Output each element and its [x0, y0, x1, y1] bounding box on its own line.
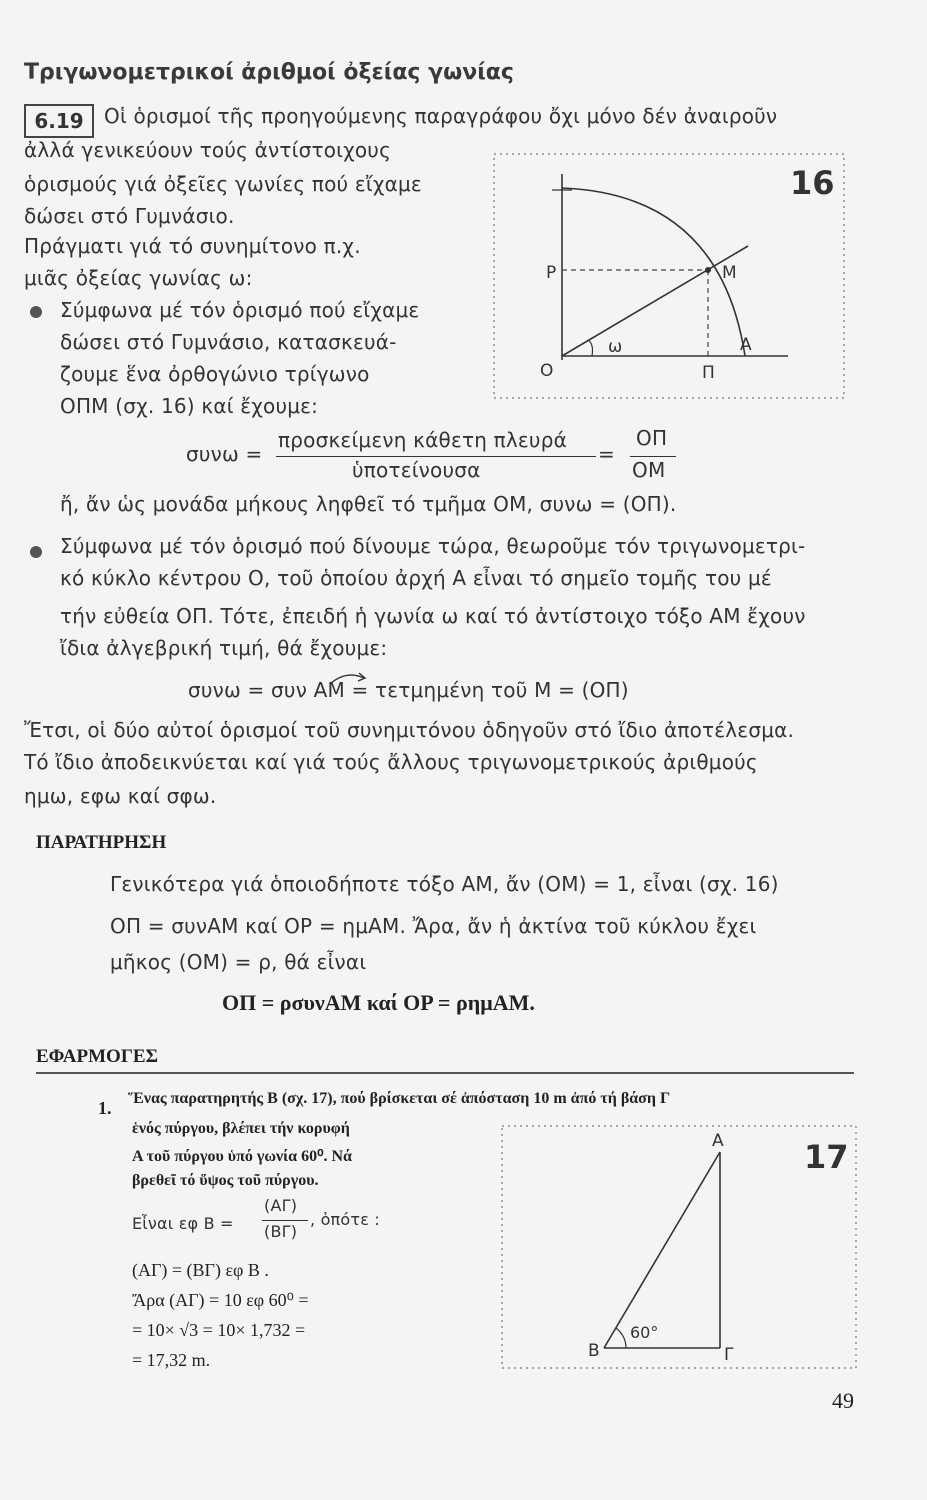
- exercise-number: 1.: [98, 1098, 112, 1118]
- intro-line-6: μιᾶς ὀξείας γωνίας ω:: [24, 266, 253, 290]
- remark-formula: ΟΠ = ρσυνΑΜ καί ΟΡ = ρημΑΜ.: [222, 990, 535, 1015]
- solution-fraction-line: [262, 1220, 308, 1221]
- figure-16-label-o: O: [540, 361, 554, 381]
- bullet2-line-2: κό κύκλο κέντρου Ο, τοῦ ὁποίου ἀρχή Α εἶναι τό σημεῖο τομῆς του μέ: [60, 566, 772, 590]
- applications-rule: [36, 1072, 854, 1074]
- figure-16-point-m: [705, 267, 711, 273]
- figure-16-label-a: A: [740, 335, 752, 355]
- exercise-statement-4: βρεθεῖ τό ὕψος τοῦ πύργου.: [132, 1172, 319, 1189]
- figure-17-frame: [502, 1126, 856, 1368]
- solution-rhs: , ὁπότε :: [310, 1210, 380, 1229]
- figure-17-angle-label: 60°: [630, 1323, 659, 1342]
- figure-17-angle-arc: [616, 1328, 626, 1348]
- figure-16-label-p: P: [546, 263, 557, 283]
- solution-denominator: (ΒΓ): [264, 1222, 298, 1241]
- formula1-numerator-2: ΟΠ: [636, 426, 668, 450]
- bullet-2-marker: [30, 546, 42, 558]
- intro-line-4: δώσει στό Γυμνάσιο.: [24, 204, 235, 228]
- bullet2-line-3: τήν εὐθεία ΟΠ. Τότε, ἐπειδή ἡ γωνία ω καί τό ἀντίστοιχο τόξο ΑΜ ἔχουν: [60, 604, 806, 628]
- formula1-denominator-2: ΟΜ: [632, 458, 666, 482]
- intro-line-3: ὁρισμούς γιά ὀξεῖες γωνίες πού εἴχαμε: [24, 172, 422, 196]
- remark-line-2: ΟΠ = συνΑΜ καί ΟΡ = ημΑΜ. Ἄρα, ἄν ἡ ἀκτίνα τοῦ κύκλου ἔχει: [110, 914, 757, 938]
- bullet1-line-3: ζουμε ἕνα ὀρθογώνιο τρίγωνο: [60, 362, 370, 386]
- solution-line-1: (ΑΓ) = (ΒΓ) εφ Β .: [132, 1260, 269, 1280]
- figure-17-sightline: [604, 1152, 720, 1348]
- formula2-arc-mark: [326, 668, 370, 686]
- section-number: 6.19: [24, 104, 94, 138]
- bullet2-line-1: Σύμφωνα μέ τόν ὁρισμό πού δίνουμε τώρα, θεωροῦμε τόν τριγωνομετρι-: [60, 534, 806, 558]
- formula1-denominator: ὑποτείνουσα: [352, 458, 481, 482]
- bullet-1-marker: [30, 306, 42, 318]
- figure-16-label-pi: Π: [702, 363, 715, 383]
- figure-16-arc: [562, 188, 745, 356]
- bullet1-line-1: Σύμφωνα μέ τόν ὁρισμό πού εἴχαμε: [60, 298, 420, 322]
- figure-16-angle-arc: [588, 340, 593, 356]
- formula1-lhs: συνω =: [186, 442, 263, 466]
- formula1-numerator: προσκείμενη κάθετη πλευρά: [278, 428, 567, 452]
- remark-heading: ΠΑΡΑΤΗΡΗΣΗ: [36, 832, 167, 853]
- formula1-fraction-line-2: [630, 456, 676, 457]
- formula1-fraction-line: [276, 456, 596, 457]
- exercise-statement-3: Α τοῦ πύργου ὑπό γωνία 60⁰. Νά: [132, 1148, 352, 1165]
- conclusion-line-2: Τό ἴδιο ἀποδεικνύεται καί γιά τούς ἄλλους τριγωνομετρικούς ἀριθμούς: [24, 750, 758, 774]
- figure-16: [490, 148, 850, 404]
- figure-17-label-a: A: [712, 1131, 724, 1151]
- solution-line-2: Ἄρα (ΑΓ) = 10 εφ 60⁰ =: [132, 1290, 309, 1310]
- figure-16-label-m: M: [722, 263, 737, 283]
- figure-17: [498, 1122, 860, 1372]
- formula2: συνω = συν ΑΜ = τετμημένη τοῦ Μ = (ΟΠ): [188, 678, 629, 702]
- exercise-statement-1: Ἕνας παρατηρητής Β (σχ. 17), πού βρίσκεται σέ ἀπόσταση 10 m ἀπό τή βάση Γ: [128, 1090, 671, 1107]
- intro-line-5: Πράγματι γιά τό συνημίτονο π.χ.: [24, 234, 361, 258]
- solution-lhs: Εἶναι εφ Β =: [132, 1214, 234, 1233]
- exercise-statement-2: ἑνός πύργου, βλέπει τήν κορυφή: [132, 1120, 350, 1137]
- formula1-equals: =: [598, 442, 615, 466]
- intro-line-1: Οἱ ὁρισμοί τῆς προηγούμενης παραγράφου ὄχι μόνο δέν ἀναιροῦν: [104, 104, 778, 128]
- conclusion-line-1: Ἔτσι, οἱ δύο αὐτοί ὁρισμοί τοῦ συνημιτόνου ὁδηγοῦν στό ἴδιο ἀποτέλεσμα.: [24, 718, 795, 742]
- after-formula1: ἤ, ἄν ὡς μονάδα μήκους ληφθεῖ τό τμῆμα ΟΜ, συνω = (ΟΠ).: [60, 492, 677, 516]
- figure-17-label-b: B: [588, 1341, 600, 1361]
- intro-line-2: ἀλλά γενικεύουν τούς ἀντίστοιχους: [24, 138, 392, 162]
- figure-16-radius-om: [562, 246, 748, 356]
- conclusion-line-3: ημω, εφω καί σφω.: [24, 784, 217, 808]
- figure-17-label-g: Γ: [724, 1345, 734, 1365]
- remark-line-1: Γενικότερα γιά ὁποιοδήποτε τόξο ΑΜ, ἄν (ΟΜ) = 1, εἶναι (σχ. 16): [110, 872, 779, 896]
- applications-heading: ΕΦΑΡΜΟΓΕΣ: [36, 1046, 158, 1067]
- solution-line-4: = 17,32 m.: [132, 1350, 211, 1370]
- solution-line-3: = 10× √3 = 10× 1,732 =: [132, 1320, 306, 1340]
- bullet1-line-2: δώσει στό Γυμνάσιο, κατασκευά-: [60, 330, 397, 354]
- figure-16-label-omega: ω: [608, 337, 623, 357]
- bullet2-line-4: ἴδια ἀλγεβρική τιμή, θά ἔχουμε:: [60, 636, 388, 660]
- solution-numerator: (ΑΓ): [264, 1196, 298, 1215]
- figure-16-number: 16: [790, 164, 835, 202]
- figure-17-number: 17: [804, 1138, 849, 1176]
- page-number: 49: [832, 1388, 854, 1413]
- remark-line-3: μῆκος (ΟΜ) = ρ, θά εἶναι: [110, 950, 367, 974]
- page-title: Τριγωνομετρικοί ἀριθμοί ὀξείας γωνίας: [24, 60, 514, 85]
- bullet1-line-4: ΟΠΜ (σχ. 16) καί ἔχουμε:: [60, 394, 319, 418]
